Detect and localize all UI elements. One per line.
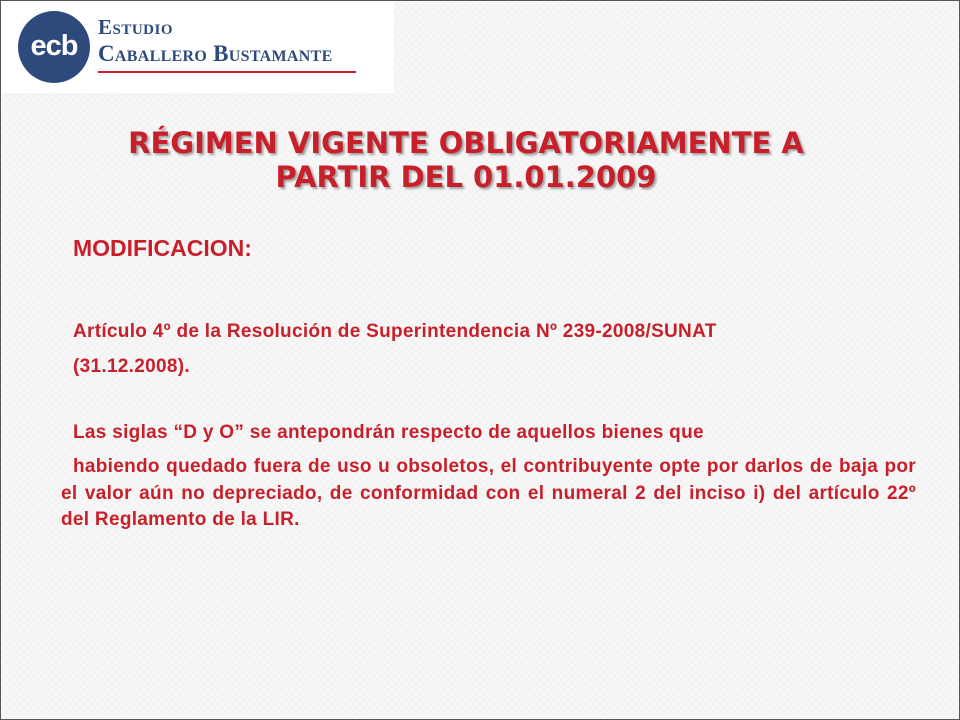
- body-paragraph: habiendo quedado fuera de uso u obsoletos, el contribuyente opte por darlos de baja por el valor aún no depreciado, de conformidad con el numeral 2 del inciso i) del artículo 22º del Reglamento de la LIR.: [61, 456, 916, 530]
- slide-title: [61, 126, 871, 194]
- logo-underline: [98, 71, 356, 73]
- article-reference-line-2: (31.12.2008).: [73, 356, 190, 377]
- slide-title-line-1: RÉGIMEN VIGENTE OBLIGATORIAMENTE A: [128, 126, 804, 160]
- company-logo: [1, 1, 394, 93]
- article-reference-line-1: Artículo 4º de la Resolución de Superintendencia Nº 239-2008/SUNAT: [73, 321, 717, 342]
- paragraph-intro: Las siglas “D y O” se antepondrán respecto de aquellos bienes que: [73, 422, 704, 443]
- logo-mark-text: ecb: [30, 29, 78, 62]
- logo-line-1: Estudio: [98, 15, 174, 39]
- section-heading: MODIFICACION:: [73, 235, 252, 261]
- logo-line-2: Caballero Bustamante: [98, 41, 333, 66]
- logo-emblem: [18, 11, 90, 83]
- slide-title-line-2: PARTIR DEL 01.01.2009: [275, 160, 657, 194]
